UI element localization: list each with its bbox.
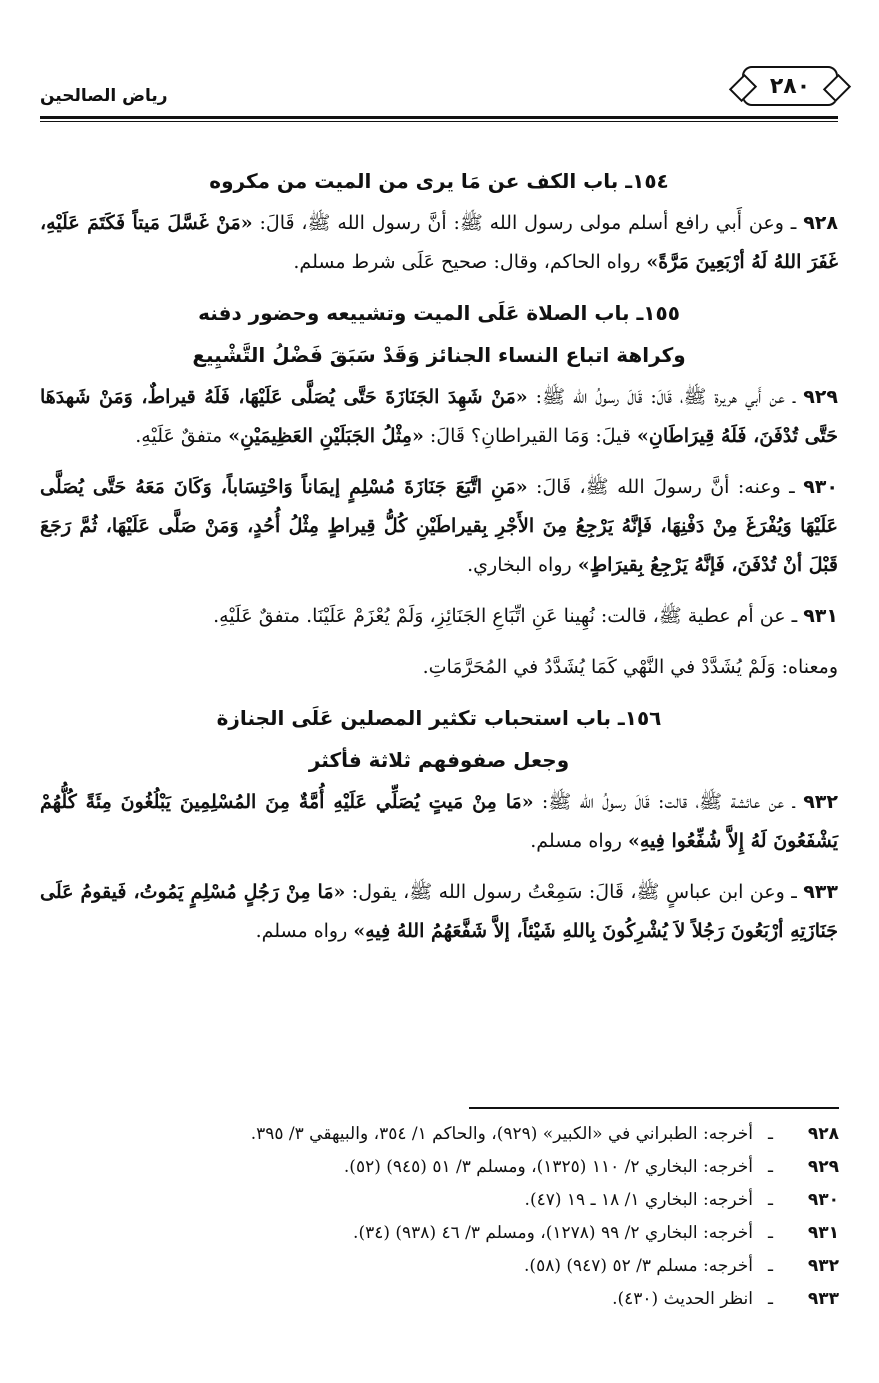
footnote-text: أخرجه: البخاري ٢/ ٩٩ (١٢٧٨)، ومسلم ٣/ ٤٦ (٩٣٨) (٣٤).: [353, 1223, 753, 1243]
chapter-subheading: وجعل صفوفهم ثلاثة فأكثر: [308, 748, 570, 772]
footnote-number: ٩٢٩: [807, 1157, 839, 1177]
hadith-930: [40, 468, 838, 585]
page-body: [40, 158, 838, 963]
hadith-933: [40, 873, 838, 951]
footnote-item: [79, 1118, 839, 1151]
footnote-text: أخرجه: الطبراني في «الكبير» (٩٢٩)، والحاكم ١/ ٣٥٤، والبيهقي ٣/ ٣٩٥.: [250, 1124, 753, 1144]
hadith-number: ٩٢٨: [803, 212, 838, 234]
hadith-931-explanation: [40, 648, 838, 687]
hadith-number: ٩٣٠: [803, 476, 838, 498]
footnote-item: [79, 1283, 839, 1316]
footnote-dash: ـ: [768, 1223, 773, 1243]
hadith-outro: رواه الحاكم، وقال: صحيح عَلَى شرط مسلم.: [293, 251, 647, 273]
hadith-quote: «مَا مِنْ مَيتٍ يُصَلِّي عَلَيْهِ أُمَّةٌ مِنَ المُسْلِمِينَ يَبْلُغُونَ مِئَةً كُلُّهُمْ يَشْفَعُونَ لَهُ إِلاَّ شُفِّعُوا فِيهِ»: [40, 791, 838, 852]
explanation-text: ومعناه: وَلَمْ يُشَدَّدْ في النَّهْي كَمَا يُشَدَّدُ في المُحَرَّمَاتِ.: [422, 656, 838, 678]
footnote-number: ٩٢٨: [807, 1124, 839, 1144]
hadith-outro: متفقٌ عَلَيْهِ.: [135, 425, 229, 447]
footnote-number: ٩٣٢: [807, 1256, 839, 1276]
hadith-quote: «مَنْ شَهِدَ الجَنَازَةَ حَتَّى يُصَلَّى عَلَيْهَا، فَلَهُ قيراطٌ، وَمَنْ شَهدَهَا حَتَّى تُدْفَنَ، فَلَهُ قِيرَاطَانِ»: [40, 386, 838, 447]
hadith-quote-2: «مِثْلُ الجَبَلَيْنِ العَظِيمَيْنِ»: [228, 425, 424, 447]
header-divider: [40, 116, 838, 119]
hadith-928: [40, 204, 838, 282]
footnote-item: [79, 1250, 839, 1283]
footnote-dash: ـ: [768, 1256, 773, 1276]
footnote-text: أخرجه: البخاري ١/ ١٨ ـ ١٩ (٤٧).: [524, 1190, 753, 1210]
hadith-number: ٩٣٣: [803, 881, 838, 903]
footnote-number: ٩٣١: [807, 1223, 839, 1243]
hadith-intro: ـ عن أم عطية ﷺ، قالت: نُهِينا عَنِ اتِّبَاعِ الجَنَائِزِ، وَلَمْ يُعْزَمْ عَلَيْنَا. متفقٌ عَلَيْهِ.: [213, 605, 804, 627]
footnote-text: أخرجه: البخاري ٢/ ١١٠ (١٣٢٥)، ومسلم ٣/ ٥١ (٩٤٥) (٥٢).: [343, 1157, 753, 1177]
footnote-item: [79, 1151, 839, 1184]
hadith-outro: رواه البخاري.: [467, 554, 578, 576]
footnote-dash: ـ: [768, 1124, 773, 1144]
footnote-dash: ـ: [768, 1190, 773, 1210]
hadith-intro: ـ وعن أَبي رافع أسلم مولى رسول الله ﷺ: أنَّ رسول الله ﷺ، قَالَ:: [252, 212, 804, 234]
book-title: رياض الصالحين: [40, 86, 168, 106]
hadith-number: ٩٣١: [803, 605, 838, 627]
page-header: [40, 60, 838, 122]
header-divider-thin: [40, 121, 838, 122]
hadith-outro: رواه مسلم.: [255, 920, 354, 942]
hadith-quote: «مَنِ اتَّبَعَ جَنَازَةَ مُسْلِمٍ إيمَاناً وَاحْتِسَاباً، وَكَانَ مَعَهُ حَتَّى يُصَلَّى عَلَيْهَا وَيُفْرَغَ مِنْ دَفْنِهَا، فَإنَّهُ يَرْجِعُ مِنَ الأَجْرِ بِقيراطَيْنِ كُلُّ قِيراطٍ مِثْلُ أُحُدٍ، وَمَنْ صَلَّى عَلَيْهَا، ثُمَّ رَجَعَ قَبْلَ أنْ تُدْفَنَ، فَإنَّهُ يَرْجِعُ بِقيرَاطٍ»: [40, 476, 838, 576]
footnote-text: أخرجه: مسلم ٣/ ٥٢ (٩٤٧) (٥٨).: [524, 1256, 753, 1276]
hadith-number: ٩٢٩: [803, 386, 838, 408]
hadith-number: ٩٣٢: [803, 791, 838, 813]
hadith-intro: ـ عن أَبي هريرة ﷺ، قَالَ: قَالَ رسولُ الله ﷺ:: [527, 386, 804, 408]
hadith-932: [40, 783, 838, 861]
page-number: ٢٨٠: [742, 66, 838, 106]
footnote-divider: [469, 1107, 839, 1109]
footnote-item: [79, 1184, 839, 1217]
footnote-number: ٩٣٣: [807, 1289, 839, 1309]
footnotes: [79, 1118, 839, 1316]
hadith-intro: ـ وعن ابن عباسٍ ﷺ، قَالَ: سَمِعْتُ رسول الله ﷺ، يقول:: [345, 881, 804, 903]
chapter-heading: ١٥٤ـ باب الكف عن مَا يرى من الميت من مكروه: [209, 169, 669, 193]
footnote-text: انظر الحديث (٤٣٠).: [612, 1289, 753, 1309]
chapter-heading: ١٥٥ـ باب الصلاة عَلَى الميت وتشييعه وحضور دفنه: [198, 301, 680, 325]
hadith-929: [40, 378, 838, 456]
hadith-outro: رواه مسلم.: [530, 830, 628, 852]
hadith-mid: قيلَ: وَمَا القيراطانِ؟ قَالَ:: [423, 425, 638, 447]
hadith-intro: ـ وعنه: أنَّ رسولَ الله ﷺ، قَالَ:: [527, 476, 804, 498]
chapter-subheading: وكراهة اتباع النساء الجنائز وَقَدْ سَبَقَ فَضْلُ التَّشْيِيع: [192, 343, 686, 367]
footnote-dash: ـ: [768, 1289, 773, 1309]
chapter-heading: ١٥٦ـ باب استحباب تكثير المصلين عَلَى الجنازة: [216, 706, 662, 730]
footnote-item: [79, 1217, 839, 1250]
hadith-intro: ـ عن عائشة ﷺ، قالت: قَالَ رسولُ الله ﷺ:: [533, 791, 804, 813]
footnote-dash: ـ: [768, 1157, 773, 1177]
hadith-quote: «مَا مِنْ رَجُلٍ مُسْلِمٍ يَمُوتُ، فَيقومُ عَلَى جَنَازَتِهِ أرْبَعُونَ رَجُلاً لاَ يُشْرِكُونَ بِاللهِ شَيْئاً، إلاَّ شَفَّعَهُمُ اللهُ فِيهِ»: [40, 881, 838, 942]
footnote-number: ٩٣٠: [807, 1190, 839, 1210]
hadith-quote: «مَنْ غَسَّلَ مَيتاً فَكَتَمَ عَلَيْهِ، غَفَرَ اللهُ لَهُ أرْبَعِينَ مَرَّةً»: [40, 212, 838, 273]
hadith-931: [40, 597, 838, 636]
